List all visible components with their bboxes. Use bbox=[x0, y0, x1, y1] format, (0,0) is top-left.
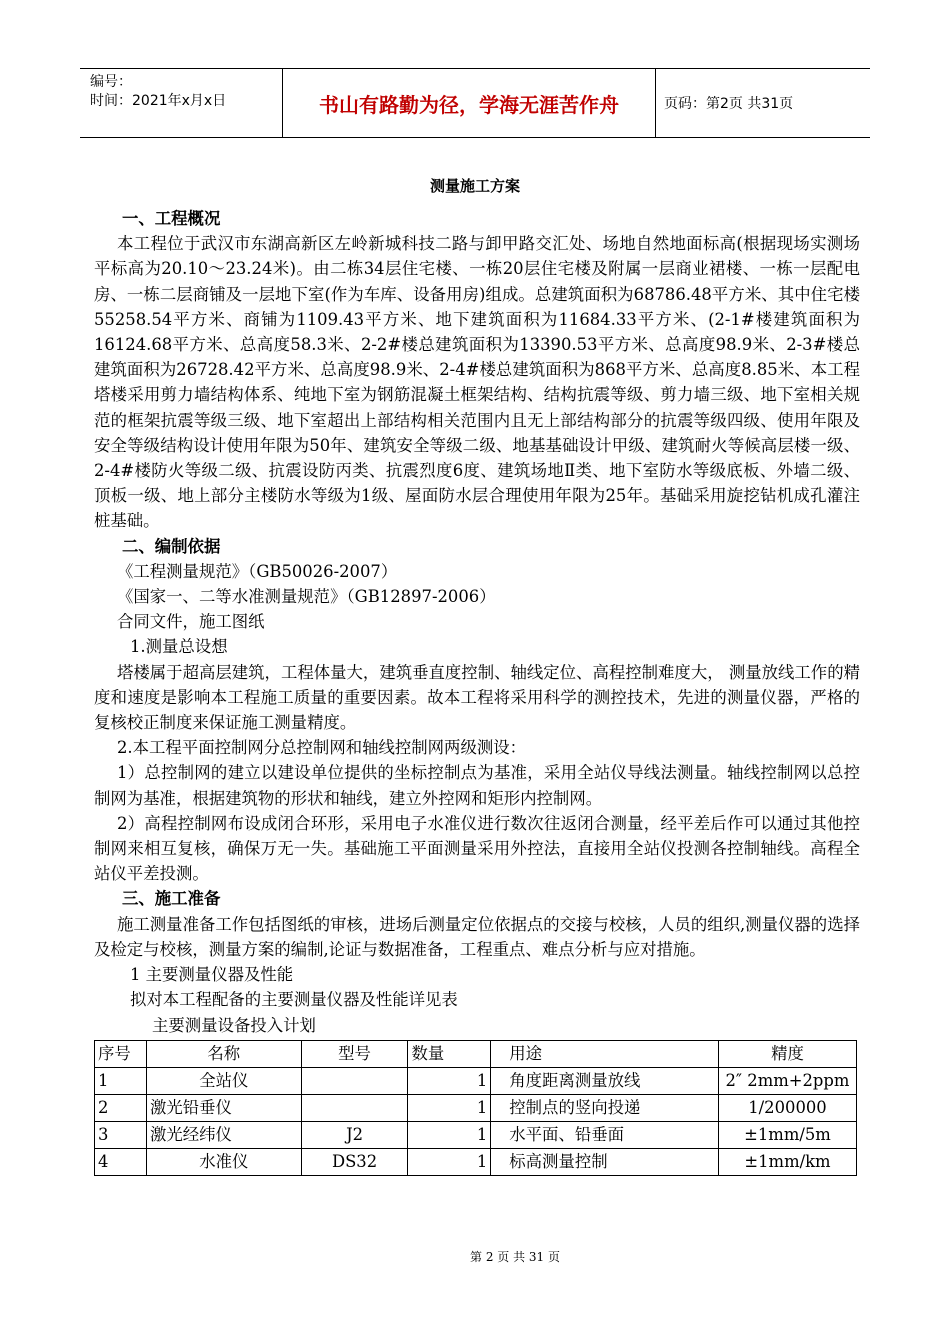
header-index: 序号 bbox=[95, 1040, 147, 1067]
overview-paragraph: 本工程位于武汉市东湖高新区左岭新城科技二路与卸甲路交汇处、场地自然地面标高(根据现场实测场平标高为20.10～23.24米)。由二栋34层住宅楼、一栋20层住宅楼及附属一层商业裙楼、一栋一层配电房、一栋二层商铺及一层地下室(作为车库、设备用房)组成。总建筑面积为68786.48平方米、其中住宅楼55258.54平方米、商铺为1109.43平方米、地下建筑面积为11684.33平方米、(2-1#楼建筑面积为16124.68平方米、总高度58.3米、2-2#楼总建筑面积为13390.53平方米、总高度98.9米、2-3#楼总建筑面积为26728.42平方米、总高度98.9米、2-4#楼总建筑面积为868平方米、总高度8.85米、本工程塔楼采用剪力墙结构体系、纯地下室为钢筋混凝土框架结构、结构抗震等级、剪力墙三级、地下室相关规范的框架抗震等级三级、地下室超出上部结构相关范围内且无上部结构部分的抗震等级四级、使用年限及安全等级结构设计使用年限为50年、建筑安全等级二级、地基基础设计甲级、建筑耐火等候高层楼一级、2-4#楼防火等级二级、抗震设防丙类、抗震烈度6度、建筑场地Ⅱ类、地下室防水等级底板、外墙二级、顶板一级、地上部分主楼防水等级为1级、屋面防水层合理使用年限为25年。基础采用旋挖钻机成孔灌注桩基础。 bbox=[94, 234, 860, 531]
section-heading-preparation: 三、施工准备 bbox=[122, 889, 221, 909]
control-network-paragraph-1: 1）总控制网的建立以建设单位提供的坐标控制点为基准，采用全站仪导线法测量。轴线控制网以总控制网为基准，根据建筑物的形状和轴线，建立外控网和矩形内控制网。 bbox=[94, 763, 860, 808]
table-row bbox=[95, 1148, 857, 1175]
subheading-control-network: 2.本工程平面控制网分总控制网和轴线控制网两级测设： bbox=[117, 738, 527, 758]
cell-name: 激光铅垂仪 bbox=[146, 1094, 301, 1121]
table-row bbox=[95, 1094, 857, 1121]
section-heading-overview: 一、工程概况 bbox=[122, 209, 221, 228]
table-row bbox=[95, 1121, 857, 1148]
cell-quantity: 1 bbox=[408, 1094, 491, 1121]
table-header-row bbox=[95, 1040, 857, 1067]
serial-label: 编号： bbox=[90, 74, 132, 90]
cell-precision: ±1mm/km bbox=[718, 1148, 856, 1175]
header-quantity: 数量 bbox=[408, 1040, 491, 1067]
cell-name: 激光经纬仪 bbox=[146, 1121, 301, 1148]
header-motto: 书山有路勤为径，学海无涯苦作舟 bbox=[282, 69, 656, 137]
cell-purpose: 标高测量控制 bbox=[491, 1148, 719, 1175]
concept-paragraph: 塔楼属于超高层建筑，工程体量大，建筑垂直度控制、轴线定位、高程控制难度大， 测量放线工作的精度和速度是影响本工程施工质量的重要因素。故本工程将采用科学的测控技术，先进的测量仪器，严格的复核校正制度来保证施工测量精度。 bbox=[94, 662, 860, 733]
document-title: 测量施工方案 bbox=[429, 177, 520, 195]
header-model: 型号 bbox=[301, 1040, 408, 1067]
reference-2: 《国家一、二等水准测量规范》（GB12897-2006） bbox=[117, 587, 496, 607]
reference-3: 合同文件，施工图纸 bbox=[117, 612, 265, 632]
table-caption: 主要测量设备投入计划 bbox=[152, 1015, 316, 1035]
table-row bbox=[95, 1067, 857, 1094]
reference-1: 《工程测量规范》（GB50026-2007） bbox=[117, 561, 398, 581]
page-footer: 第 2 页 共 31 页 bbox=[470, 1250, 560, 1264]
cell-index: 4 bbox=[95, 1148, 147, 1175]
cell-model bbox=[301, 1067, 408, 1094]
cell-purpose: 角度距离测量放线 bbox=[491, 1067, 719, 1094]
header-precision: 精度 bbox=[718, 1040, 856, 1067]
cell-index: 1 bbox=[95, 1067, 147, 1094]
cell-quantity: 1 bbox=[408, 1148, 491, 1175]
cell-precision: 2″ 2mm+2ppm bbox=[718, 1067, 856, 1094]
section-heading-basis: 二、编制依据 bbox=[122, 536, 221, 556]
cell-name: 全站仪 bbox=[146, 1067, 301, 1094]
header-purpose: 用途 bbox=[491, 1040, 719, 1067]
instruments-text: 拟对本工程配备的主要测量仪器及性能详见表 bbox=[130, 990, 458, 1010]
cell-name: 水准仪 bbox=[146, 1148, 301, 1175]
cell-model: J2 bbox=[301, 1121, 408, 1148]
preparation-paragraph: 施工测量准备工作包括图纸的审核，进场后测量定位依据点的交接与校核，人员的组织,测量仪器的选择及检定与校核，测量方案的编制,论证与数据准备，工程重点、难点分析与应对措施。 bbox=[94, 914, 860, 959]
cell-quantity: 1 bbox=[408, 1067, 491, 1094]
cell-quantity: 1 bbox=[408, 1121, 491, 1148]
cell-model: DS32 bbox=[301, 1148, 408, 1175]
header-page-info: 页码：第2页 共31页 bbox=[664, 96, 794, 112]
document-body bbox=[94, 206, 860, 1176]
date-label: 时间：2021年x月x日 bbox=[90, 93, 227, 109]
cell-index: 2 bbox=[95, 1094, 147, 1121]
control-network-paragraph-2: 2）高程控制网布设成闭合环形，采用电子水准仪进行数次往返闭合测量，经平差后作可以通过其他控制网来相互复核，确保万无一失。基础施工平面测量采用外控法，直接用全站仪投测各控制轴线。高程全站仪平差投测。 bbox=[94, 813, 860, 884]
cell-purpose: 控制点的竖向投递 bbox=[491, 1094, 719, 1121]
equipment-table bbox=[94, 1040, 857, 1176]
header-left bbox=[90, 73, 226, 111]
page-header bbox=[80, 68, 870, 138]
cell-precision: ±1mm/5m bbox=[718, 1121, 856, 1148]
header-name: 名称 bbox=[146, 1040, 301, 1067]
subheading-concept: 1.测量总设想 bbox=[130, 637, 228, 657]
cell-index: 3 bbox=[95, 1121, 147, 1148]
subheading-instruments: 1 主要测量仪器及性能 bbox=[130, 965, 294, 985]
cell-model bbox=[301, 1094, 408, 1121]
cell-purpose: 水平面、铅垂面 bbox=[491, 1121, 719, 1148]
cell-precision: 1/200000 bbox=[718, 1094, 856, 1121]
